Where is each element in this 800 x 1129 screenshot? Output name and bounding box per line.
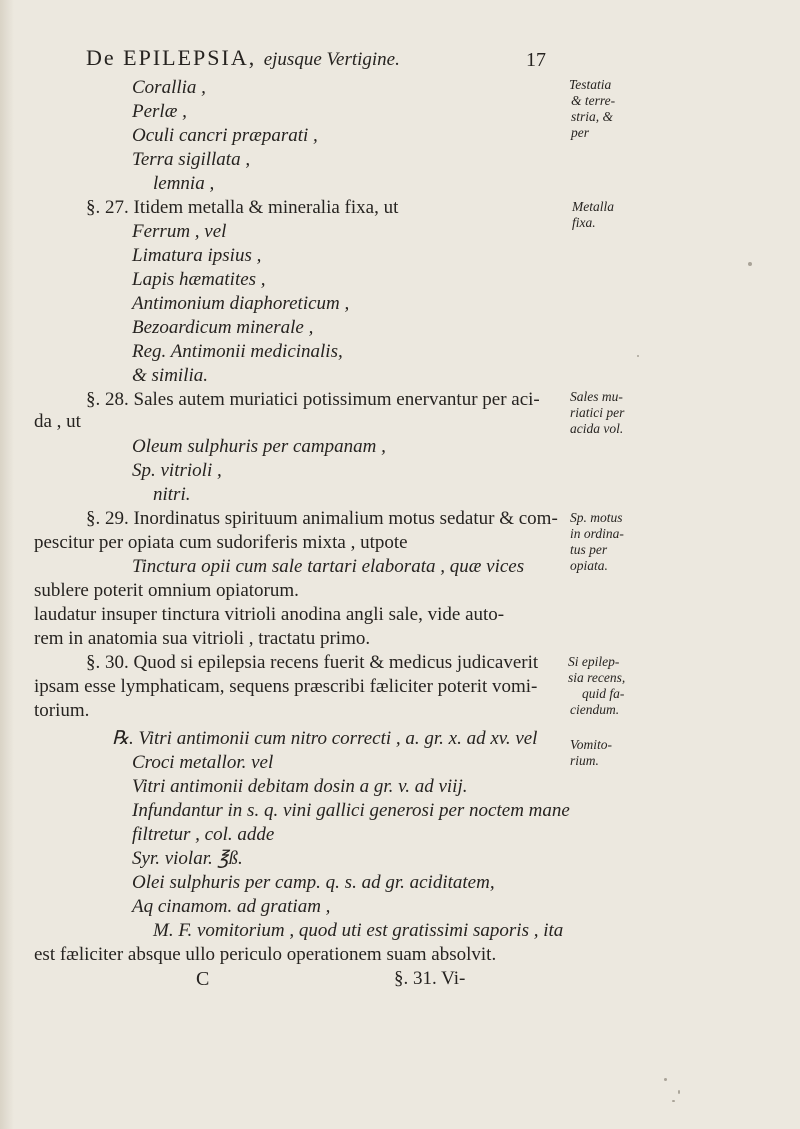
text-line: est fæliciter absque ullo periculo operationem suam absolvit. <box>34 944 497 965</box>
text-line: Perlæ , <box>132 101 187 122</box>
text-line: Corallia , <box>132 77 206 98</box>
recipe-line: Syr. violar. ℥ß. <box>132 848 243 869</box>
margin-note-line: per <box>571 125 589 140</box>
text-line: pescitur per opiata cum sudoriferis mixta , utpote <box>34 532 408 553</box>
text-line: sublere poterit omnium opiatorum. <box>34 580 299 601</box>
margin-note-line: Vomito- <box>570 737 612 752</box>
margin-note-line: Metalla <box>572 199 614 214</box>
section-27: §. 27. Itidem metalla & mineralia fixa, ut <box>86 197 399 218</box>
section-28: §. 28. Sales autem muriatici potissimum enervantur per aci- <box>86 389 540 410</box>
paper-speck <box>748 262 752 266</box>
margin-note-line: in ordina- <box>570 526 624 541</box>
text-line: Bezoardicum minerale , <box>132 317 314 338</box>
paper-speck <box>664 1078 667 1081</box>
signature-mark: C <box>196 968 210 990</box>
text-line: lemnia , <box>153 173 215 194</box>
paper-speck <box>672 1100 675 1102</box>
paper-speck <box>637 355 639 357</box>
margin-note-line: Testatia <box>569 77 612 92</box>
text-line: Antimonium diaphoreticum , <box>132 293 350 314</box>
text-line: Terra sigillata , <box>132 149 251 170</box>
margin-note-line: sia recens, <box>568 670 626 685</box>
header-title-caps: De EPILEPSIA, <box>86 45 257 70</box>
header-title-italic: ejusque Vertigine. <box>263 49 400 70</box>
margin-note-line: Sales mu- <box>570 389 623 404</box>
text-line: ipsam esse lymphaticam, sequens præscribi fæliciter poterit vomi- <box>34 676 538 697</box>
recipe-line: Olei sulphuris per camp. q. s. ad gr. aciditatem, <box>132 872 495 893</box>
margin-note-line: Sp. motus <box>570 510 623 525</box>
recipe-line: Aq cinamom. ad gratiam , <box>132 896 331 917</box>
text-line: rem in anatomia sua vitrioli , tractatu primo. <box>34 628 371 649</box>
margin-note-line: ciendum. <box>570 702 620 717</box>
margin-note-line: quid fa- <box>582 686 625 701</box>
recipe-line: Croci metallor. vel <box>132 752 274 773</box>
paper-speck <box>678 1090 680 1094</box>
text-line: laudatur insuper tinctura vitrioli anodina angli sale, vide auto- <box>34 604 505 625</box>
text-line: Oleum sulphuris per campanam , <box>132 436 386 457</box>
page-number: 17 <box>526 49 546 71</box>
section-30: §. 30. Quod si epilepsia recens fuerit & medicus judicaverit <box>86 652 539 673</box>
margin-note-line: riatici per <box>570 405 625 420</box>
text-line: & similia. <box>132 365 209 386</box>
catchword: §. 31. Vi- <box>394 968 466 989</box>
margin-note-line: Si epilep- <box>568 654 620 669</box>
page-edge-shadow <box>0 0 14 1129</box>
margin-note-line: stria, & <box>571 109 614 124</box>
text-line: Tinctura opii cum sale tartari elaborata , quæ vices <box>132 556 525 577</box>
margin-note-line: fixa. <box>572 215 596 230</box>
recipe-line: Infundantur in s. q. vini gallici generosi per noctem mane <box>132 800 570 821</box>
margin-note-line: tus per <box>570 542 608 557</box>
margin-note-line: opiata. <box>570 558 608 573</box>
recipe-line: Vitri antimonii debitam dosin a gr. v. ad viij. <box>132 776 468 797</box>
text-line: Oculi cancri præparati , <box>132 125 318 146</box>
recipe-line: ℞. Vitri antimonii cum nitro correcti , a. gr. x. ad xv. vel <box>112 728 538 749</box>
text-line: da , ut <box>34 411 81 432</box>
margin-note-line: acida vol. <box>570 421 624 436</box>
text-line: torium. <box>34 700 90 721</box>
recipe-line: filtretur , col. adde <box>132 824 275 845</box>
margin-note-line: & terre- <box>571 93 616 108</box>
text-line: Ferrum , vel <box>132 221 227 242</box>
margin-note-line: rium. <box>570 753 599 768</box>
text-line: Sp. vitrioli , <box>132 460 222 481</box>
recipe-line: M. F. vomitorium , quod uti est gratissimi saporis , ita <box>153 920 564 941</box>
text-line: nitri. <box>153 484 191 505</box>
text-line: Limatura ipsius , <box>132 245 262 266</box>
section-29: §. 29. Inordinatus spirituum animalium motus sedatur & com- <box>86 508 558 529</box>
text-line: Lapis hæmatites , <box>132 269 266 290</box>
running-header <box>86 47 400 71</box>
text-line: Reg. Antimonii medicinalis, <box>132 341 343 362</box>
